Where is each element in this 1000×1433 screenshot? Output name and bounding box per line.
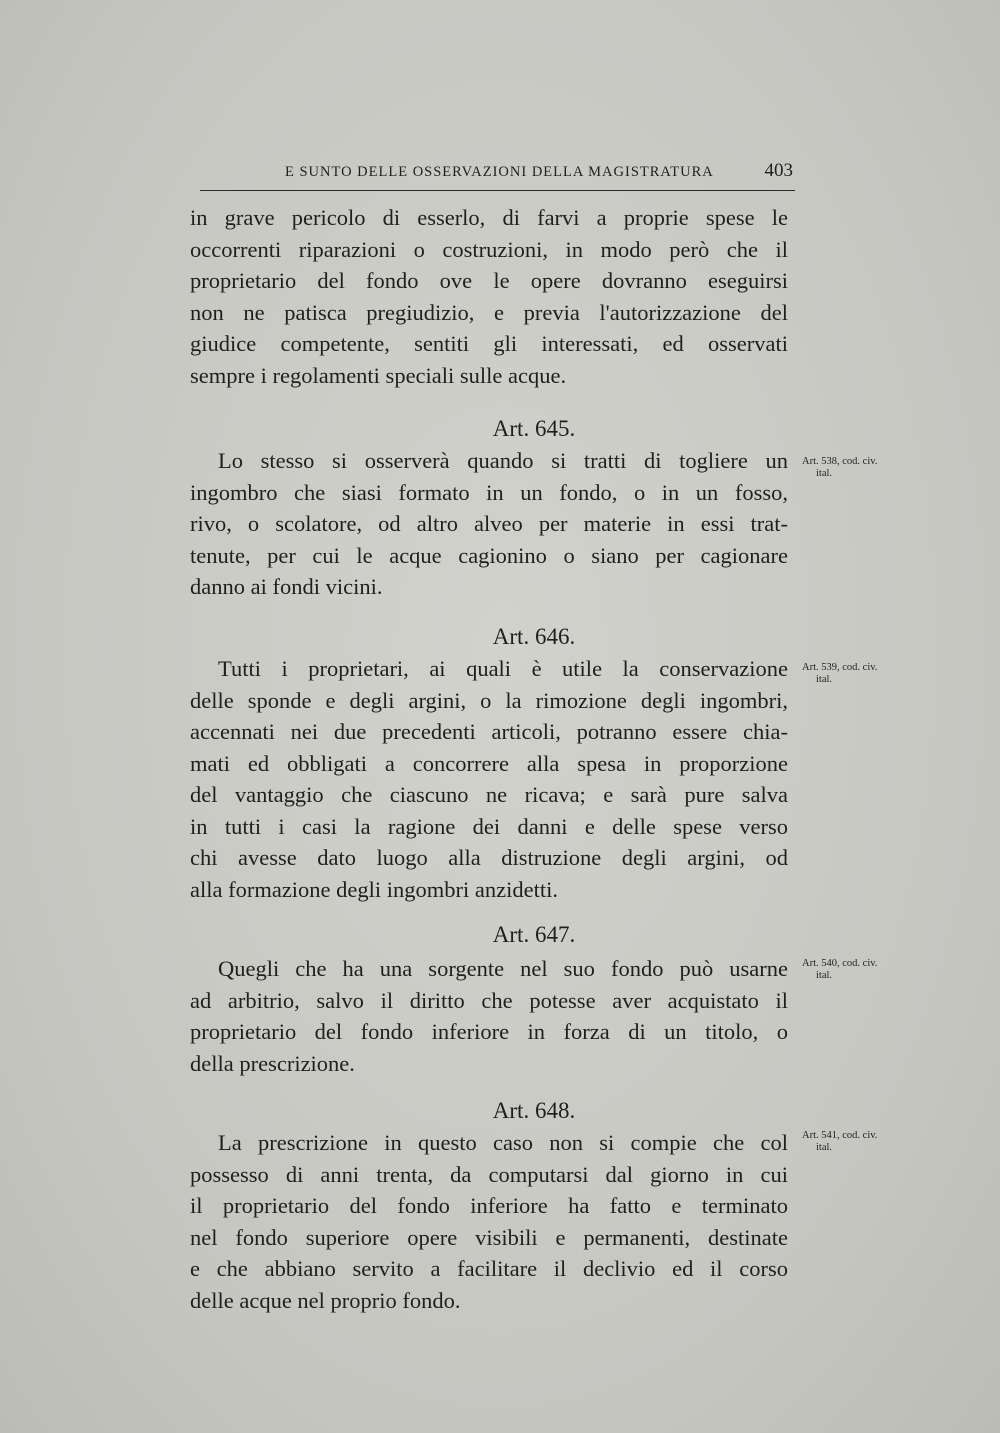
text-line: alla formazione degli ingombri anzidetti. — [190, 876, 558, 902]
running-title: E SUNTO DELLE OSSERVAZIONI DELLA MAGISTRATURA — [285, 164, 714, 180]
text-line: del vantaggio che ciascuno ne ricava; e sarà pure salva — [190, 782, 788, 807]
page-header — [200, 160, 795, 191]
text-line: non ne patisca pregiudizio, e previa l'autorizzazione del — [190, 299, 788, 325]
text-line: e che abbiano servito a facilitare il declivio ed il corso — [190, 1256, 788, 1281]
page-number: 403 — [764, 160, 793, 181]
article-heading: Art. 648. — [492, 1098, 576, 1123]
text-line: rivo, o scolatore, od altro alveo per materie in essi trat- — [190, 511, 788, 536]
text-line: Tutti i proprietari, ai quali è utile la conservazione — [218, 656, 788, 681]
text-line: occorrenti riparazioni o costruzioni, in modo però che il — [190, 236, 788, 262]
text-line: delle sponde e degli argini, o la rimozione degli ingombri, — [190, 687, 788, 713]
text-line: sempre i regolamenti speciali sulle acque. — [190, 362, 567, 388]
text-line: mati ed obbligati a concorrere alla spesa in proporzione — [190, 750, 788, 776]
text-line: Quegli che ha una sorgente nel suo fondo può usarne — [218, 956, 788, 981]
article-heading: Art. 646. — [492, 624, 576, 649]
margin-note: Art. 541, cod. civ. ital. — [802, 1130, 878, 1153]
text-line: della prescrizione. — [190, 1050, 355, 1076]
text-line: proprietario del fondo ove le opere dovranno eseguirsi — [190, 268, 788, 293]
text-line: Lo stesso si osserverà quando si tratti di togliere un — [218, 448, 788, 473]
article-paragraph — [190, 1127, 788, 1316]
text-line: ad arbitrio, salvo il diritto che potesse aver acquistato il — [190, 987, 788, 1013]
article-paragraph — [190, 953, 788, 1079]
text-line: in grave pericolo di esserlo, di farvi a proprie spese le — [190, 205, 788, 230]
margin-note: Art. 539, cod. civ. ital. — [802, 662, 878, 685]
article-heading: Art. 647. — [492, 922, 576, 947]
article-paragraph — [190, 445, 788, 603]
text-line: ingombro che siasi formato in un fondo, o in un fosso, — [190, 479, 788, 505]
text-line: La prescrizione in questo caso non si compie che col — [218, 1130, 788, 1155]
article-paragraph — [190, 653, 788, 905]
text-line: in tutti i casi la ragione dei danni e delle spese verso — [190, 813, 788, 839]
text-line: tenute, per cui le acque cagionino o siano per cagionare — [190, 542, 788, 568]
text-line: danno ai fondi vicini. — [190, 574, 383, 599]
text-line: giudice competente, sentiti gli interessati, ed osservati — [190, 331, 788, 356]
intro-paragraph — [190, 202, 788, 391]
text-line: possesso di anni trenta, da computarsi dal giorno in cui — [190, 1161, 788, 1187]
text-line: delle acque nel proprio fondo. — [190, 1287, 461, 1313]
text-line: accennati nei due precedenti articoli, potranno essere chia- — [190, 719, 788, 744]
text-line: proprietario del fondo inferiore in forza di un titolo, o — [190, 1019, 788, 1044]
article-heading: Art. 645. — [492, 416, 576, 441]
text-line: chi avesse dato luogo alla distruzione degli argini, od — [190, 845, 788, 870]
margin-note: Art. 538, cod. civ. ital. — [802, 456, 878, 479]
margin-note: Art. 540, cod. civ. ital. — [802, 958, 878, 981]
text-line: il proprietario del fondo inferiore ha fatto e terminato — [190, 1193, 788, 1218]
text-line: nel fondo superiore opere visibili e permanenti, destinate — [190, 1224, 788, 1250]
